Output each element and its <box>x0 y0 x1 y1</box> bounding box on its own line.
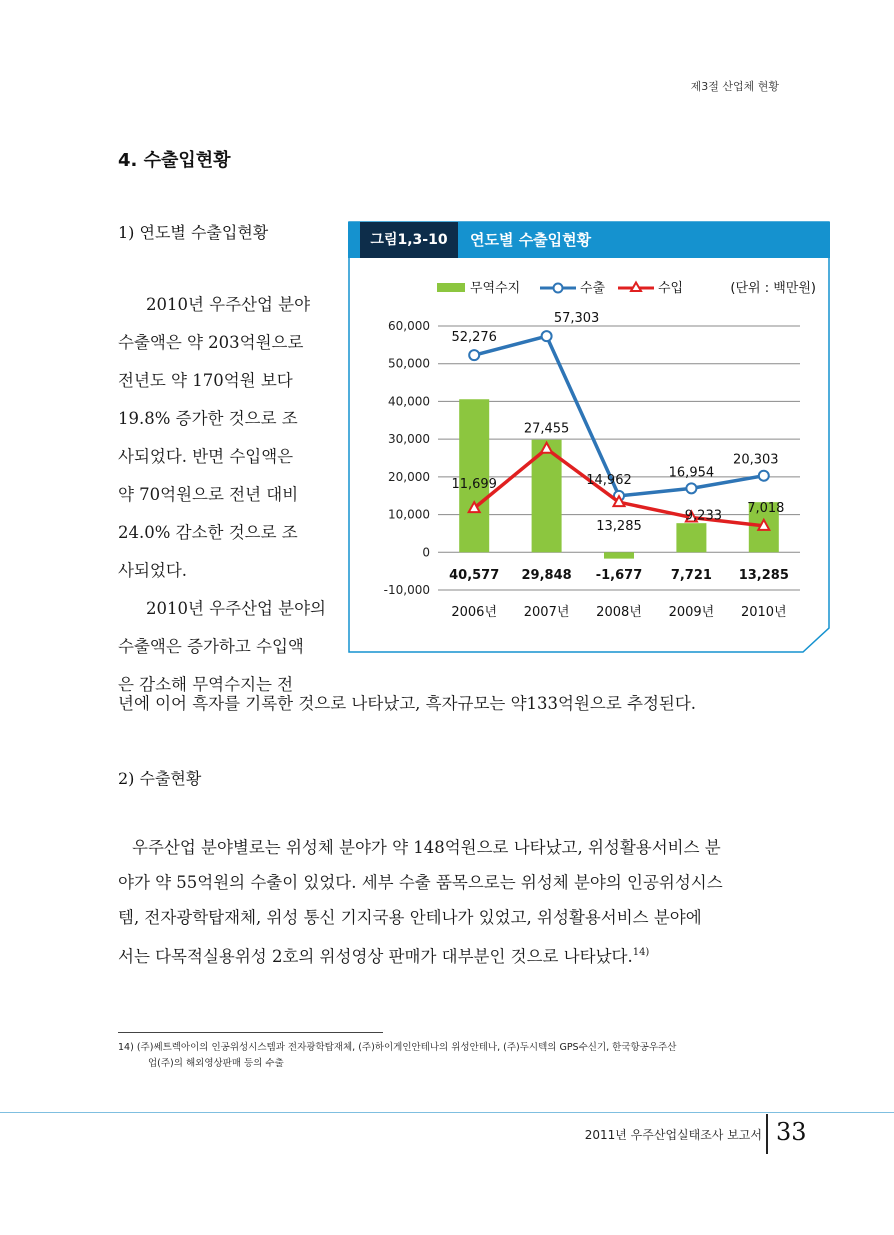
point-export <box>759 471 769 481</box>
paragraph-2 <box>118 830 782 974</box>
data-label-export: 57,303 <box>553 311 600 327</box>
paragraph-1 <box>118 286 336 704</box>
y-tick-label: 40,000 <box>388 394 430 409</box>
paragraph-1-line: 사되었다. <box>118 561 188 580</box>
paragraph-1-line: 24.0% 감소한 것으로 조 <box>118 523 298 542</box>
footnote-line: 14) (주)쎄트렉아이의 인공위성시스템과 전자광학탑재체, (주)하이게인안테나의 위성안테나, (주)두시텍의 GPS수신기, 한국항공우주산 <box>118 1042 677 1053</box>
footnote <box>118 1040 778 1072</box>
data-label-import: 13,285 <box>596 519 642 535</box>
bar-trade-balance <box>604 552 634 558</box>
paragraph-1-line: 수출액은 약 203억원으로 <box>118 333 304 352</box>
footer-report-title: 2011년 우주산업실태조사 보고서 <box>584 1128 762 1142</box>
data-label-export: 14,962 <box>586 472 632 488</box>
data-label-trade-balance: -1,677 <box>595 568 643 583</box>
y-tick-label: -10,000 <box>383 583 430 597</box>
footnote-reference[interactable]: 14) <box>632 947 650 958</box>
chart <box>348 218 832 654</box>
point-export <box>469 350 479 360</box>
point-export <box>542 331 552 341</box>
subsection-title-1: 1) 연도별 수출입현황 <box>118 223 269 242</box>
footer-separator <box>766 1114 768 1154</box>
paragraph-2-line: 템, 전자광학탑재체, 위성 통신 기지국용 안테나가 있었고, 위성활용서비스 분야에 <box>118 908 702 927</box>
y-tick-label: 60,000 <box>388 319 430 333</box>
data-label-trade-balance: 13,285 <box>738 568 789 583</box>
y-tick-label: 30,000 <box>388 432 430 447</box>
legend-swatch-trade-balance <box>437 283 465 292</box>
paragraph-1-line: 전년도 약 170억원 보다 <box>118 371 293 390</box>
footnote-line: 업(주)의 해외영상판매 등의 수출 <box>148 1058 284 1069</box>
x-tick-label: 2009년 <box>668 605 715 620</box>
legend-marker-export <box>554 284 563 293</box>
paragraph-1-line: 약 70억원으로 전년 대비 <box>118 485 299 504</box>
figure-title: 연도별 수출입현황 <box>470 231 592 249</box>
paragraph-1-line: 2010년 우주산업 분야의 <box>146 599 326 618</box>
paragraph-2-line: 야가 약 55억원의 수출이 있었다. 세부 수출 품목으로는 위성체 분야의 인공위성시스 <box>118 873 723 892</box>
legend-label: 무역수지 <box>470 281 521 296</box>
bar-trade-balance <box>676 523 706 552</box>
paragraph-1-line: 수출액은 증가하고 수입액 <box>118 637 304 656</box>
paragraph-1-line: 은 감소해 무역수지는 전 <box>118 675 294 694</box>
data-label-import: 11,699 <box>451 477 497 493</box>
x-tick-label: 2008년 <box>596 605 642 620</box>
data-label-export: 52,276 <box>451 330 497 346</box>
paragraph-2-line-last <box>118 935 782 974</box>
paragraph-2-line: 우주산업 분야별로는 위성체 분야가 약 148억원으로 나타났고, 위성활용서비스 분 <box>132 838 721 857</box>
data-label-export: 16,954 <box>668 465 715 481</box>
data-label-trade-balance: 40,577 <box>449 568 500 583</box>
data-label-trade-balance: 29,848 <box>521 568 572 583</box>
legend-label: 수입 <box>658 281 684 296</box>
y-tick-label: 50,000 <box>388 356 430 371</box>
x-tick-label: 2007년 <box>523 605 570 620</box>
legend-marker-import <box>631 283 641 292</box>
y-tick-label: 10,000 <box>388 507 430 522</box>
data-label-trade-balance: 7,721 <box>670 568 712 583</box>
x-tick-label: 2006년 <box>451 605 498 620</box>
running-header: 제3절 산업체 현황 <box>690 80 779 93</box>
point-export <box>686 483 696 493</box>
footnote-divider <box>118 1032 383 1033</box>
data-label-import: 9,233 <box>684 508 723 524</box>
paragraph-2-line-text: 서는 다목적실용위성 2호의 위성영상 판매가 대부분인 것으로 나타났다. <box>118 947 633 966</box>
y-tick-label: 0 <box>422 545 430 560</box>
section-title: 4. 수출입현황 <box>118 150 231 171</box>
data-label-export: 20,303 <box>733 452 779 468</box>
y-tick-label: 20,000 <box>388 469 430 484</box>
data-label-import: 27,455 <box>523 421 570 437</box>
legend-label: 수출 <box>580 281 606 296</box>
paragraph-1-line: 19.8% 증가한 것으로 조 <box>118 409 298 428</box>
paragraph-1-tail: 년에 이어 흑자를 기록한 것으로 나타났고, 흑자규모는 약133억원으로 추정된다. <box>118 694 697 713</box>
chart-unit-note: (단위 : 백만원) <box>730 281 816 296</box>
paragraph-1-line: 사되었다. 반면 수입액은 <box>118 447 294 466</box>
page-number: 33 <box>776 1118 807 1146</box>
bar-trade-balance <box>459 399 489 552</box>
data-label-import: 7,018 <box>747 500 785 516</box>
x-tick-label: 2010년 <box>740 605 787 620</box>
figure-export-import <box>348 218 832 654</box>
subsection-title-2: 2) 수출현황 <box>118 769 202 788</box>
figure-label: 그림1,3-10 <box>360 222 458 258</box>
footer-divider <box>0 1112 894 1113</box>
paragraph-1-line: 2010년 우주산업 분야 <box>146 295 311 314</box>
